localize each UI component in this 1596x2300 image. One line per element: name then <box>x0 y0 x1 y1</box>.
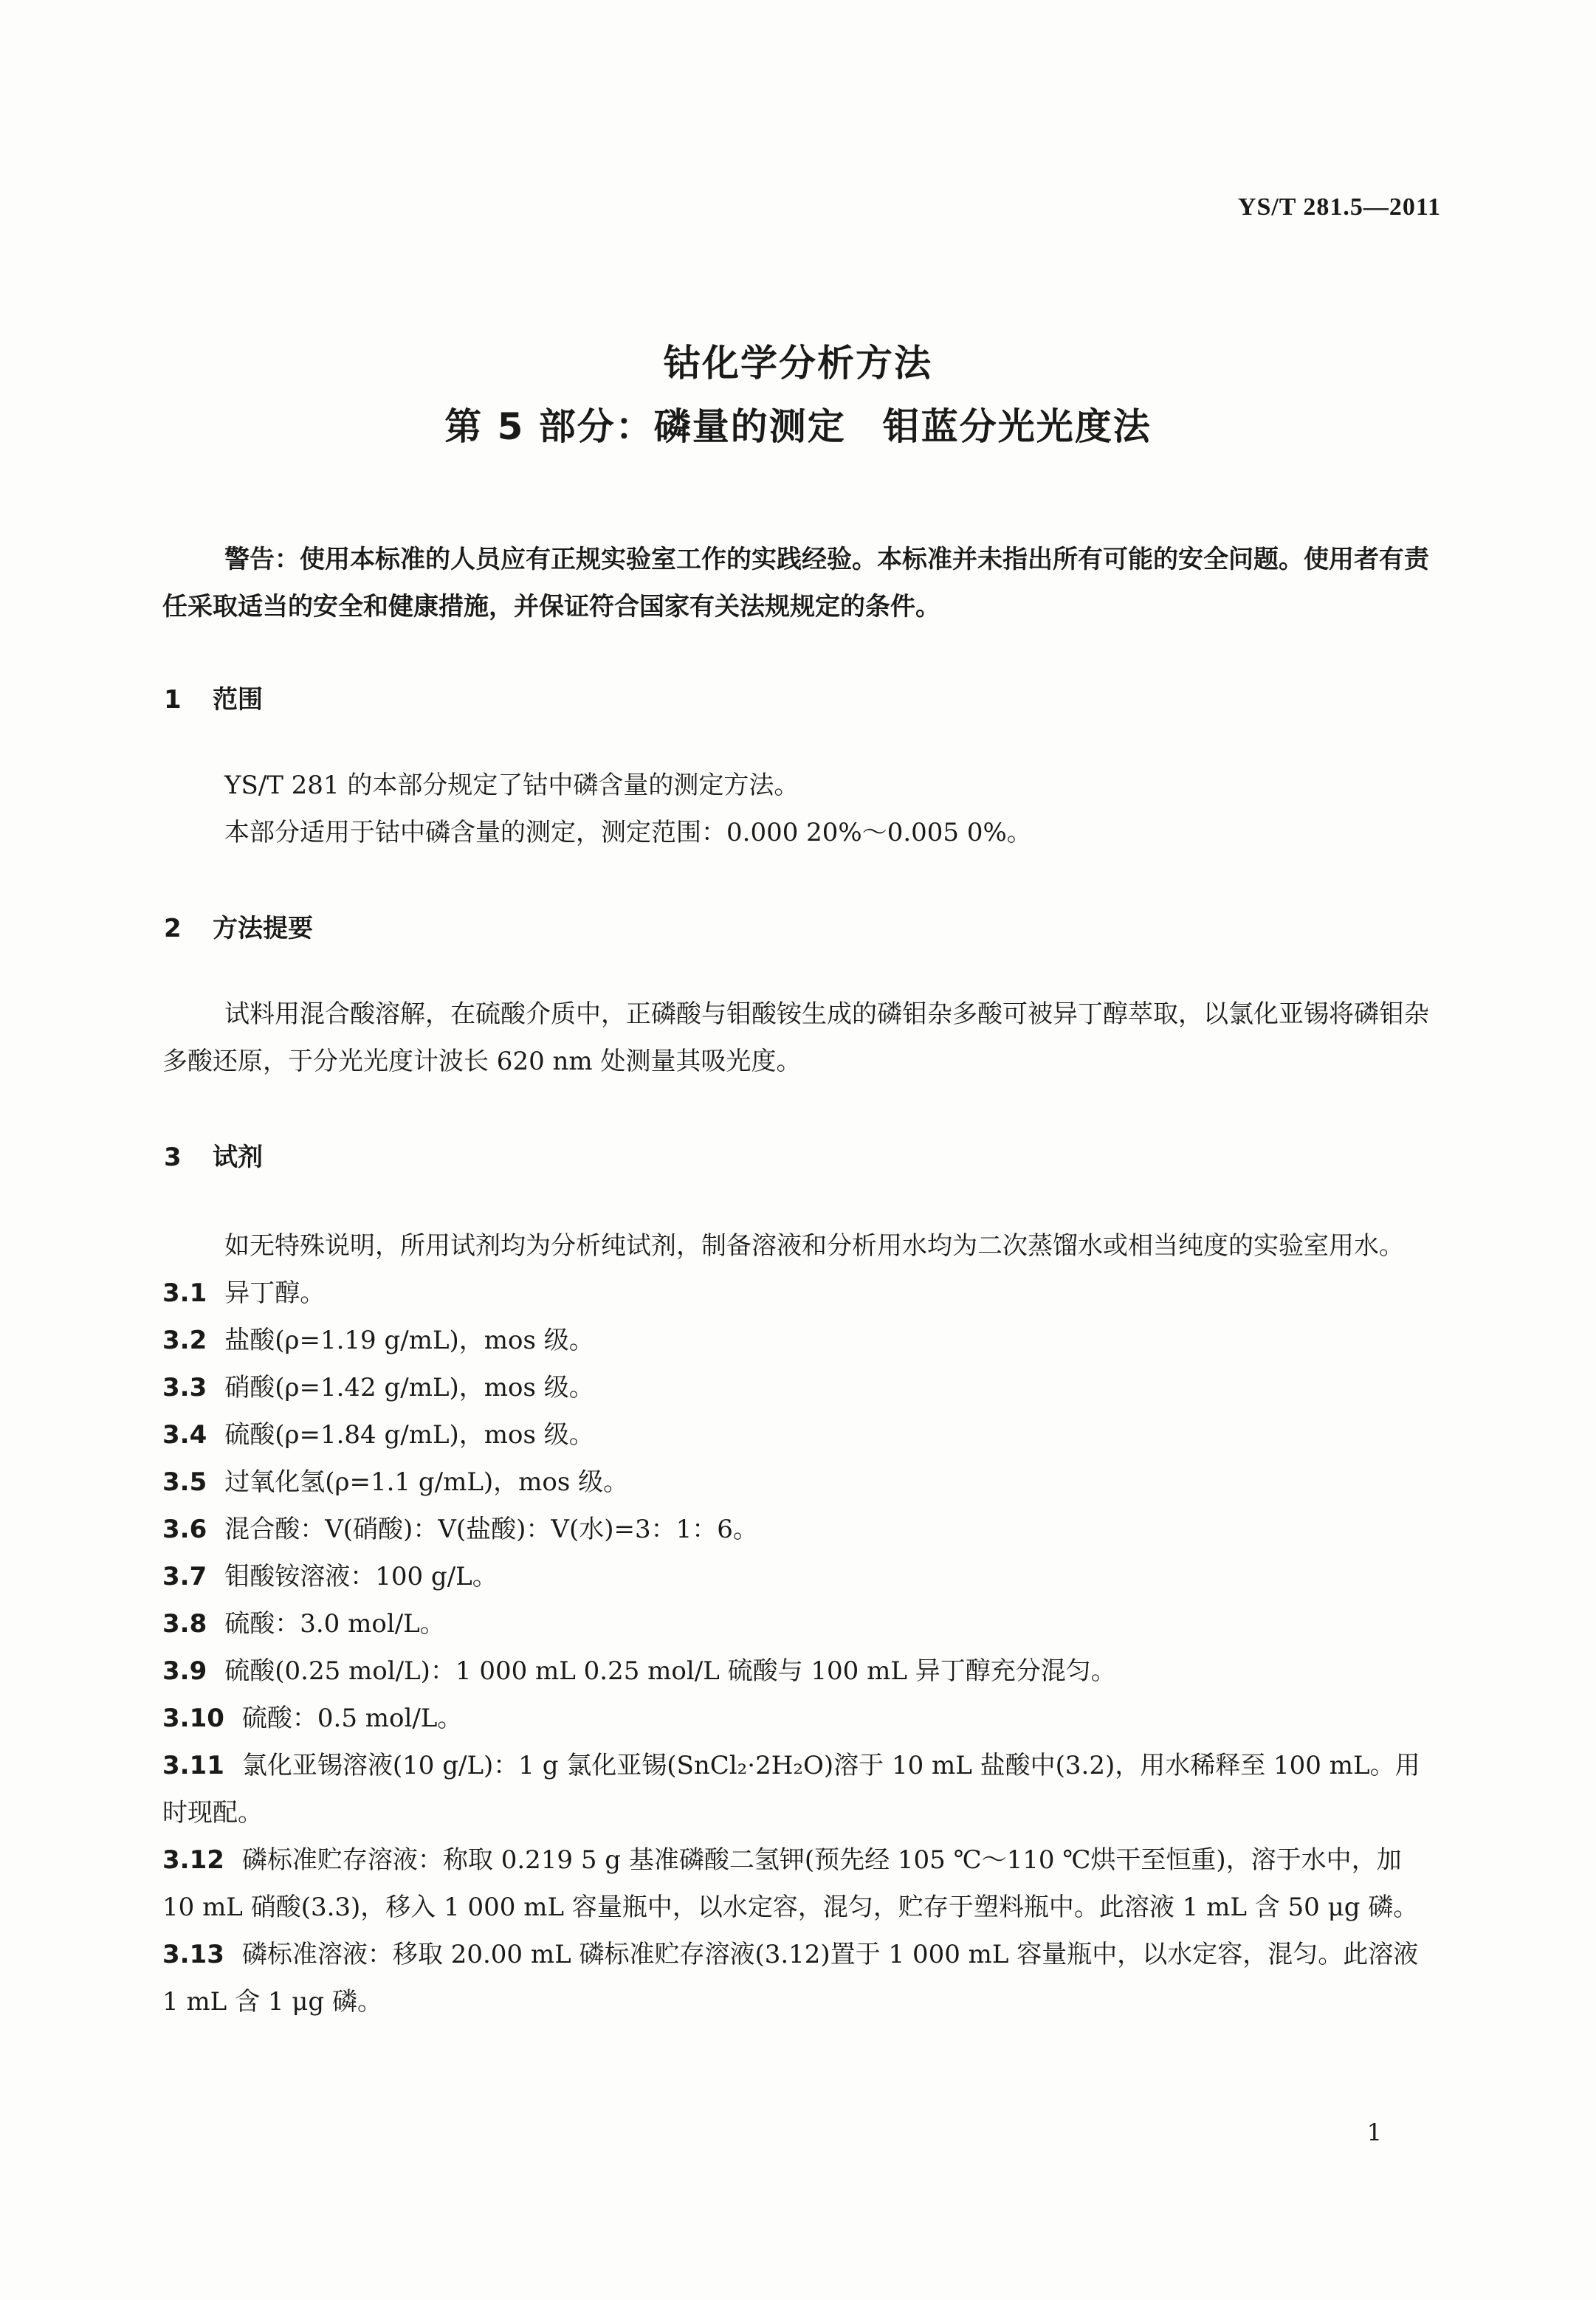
reagent-item-number: 3.13 <box>162 1940 224 1969</box>
document-title: 钴化学分析方法 <box>664 342 932 385</box>
reagent-item <box>162 1647 1440 1695</box>
reagent-item <box>162 1364 1440 1411</box>
reagent-item <box>162 1411 1440 1459</box>
reagent-item <box>162 1317 1440 1364</box>
reagent-item <box>162 1553 1440 1600</box>
reagent-item-number: 3.7 <box>162 1562 207 1591</box>
reagent-item <box>162 1931 1440 2025</box>
reagent-item-number: 3.12 <box>162 1845 224 1875</box>
reagent-item-text: 过氧化氢(ρ=1.1 g/mL)，mos 级。 <box>224 1467 629 1497</box>
reagent-item-number: 3.2 <box>162 1326 207 1355</box>
section-3-heading <box>164 1137 263 1173</box>
section-number: 1 <box>164 685 182 715</box>
section-1-heading <box>164 679 263 715</box>
reagent-item-number: 3.6 <box>162 1515 207 1544</box>
reagent-item-number: 3.8 <box>162 1609 207 1639</box>
reagent-item-text: 硫酸：0.5 mol/L。 <box>241 1704 463 1733</box>
page-number: 1 <box>1366 2118 1382 2146</box>
reagent-item-text: 硝酸(ρ=1.42 g/mL)，mos 级。 <box>224 1373 594 1402</box>
reagent-item <box>162 1742 1440 1836</box>
reagent-item-text: 磷标准贮存溶液：称取 0.219 5 g 基准磷酸二氢钾(预先经 105 ℃～110 ℃烘干至恒重)，溶于水中，加 10 mL 硝酸(3.3)，移入 1 000 mL 容量瓶中，以水定容，混匀，贮存于塑料瓶中。此溶液 1 mL 含 50 μg 磷。 <box>162 1845 1419 1922</box>
paragraph: 本部分适用于钴中磷含量的测定，测定范围：0.000 20%～0.005 0%。 <box>224 818 1032 847</box>
reagent-item-text: 盐酸(ρ=1.19 g/mL)，mos 级。 <box>224 1326 594 1355</box>
reagent-item-text: 硫酸(0.25 mol/L)：1 000 mL 0.25 mol/L 硫酸与 100 mL 异丁醇充分混匀。 <box>224 1656 1116 1686</box>
reagent-item-number: 3.10 <box>162 1704 224 1733</box>
subtitle-part: 第 5 部分：磷量的测定 <box>444 405 846 448</box>
reagent-item-text: 钼酸铵溶液：100 g/L。 <box>224 1562 498 1591</box>
reagent-item-text: 氯化亚锡溶液(10 g/L)：1 g 氯化亚锡(SnCl₂·2H₂O)溶于 10 mL 盐酸中(3.2)，用水稀释至 100 mL。用时现配。 <box>162 1751 1420 1828</box>
reagent-item-text: 磷标准溶液：移取 20.00 mL 磷标准贮存溶液(3.12)置于 1 000 mL 容量瓶中，以水定容，混匀。此溶液 1 mL 含 1 μg 磷。 <box>162 1940 1419 2017</box>
reagent-item-text: 异丁醇。 <box>224 1278 326 1308</box>
reagent-item-number: 3.1 <box>162 1278 207 1308</box>
scope-body <box>162 762 1440 856</box>
warning-paragraph: 警告：使用本标准的人员应有正规实验室工作的实践经验。本标准并未指出所有可能的安全问题。使用者有责任采取适当的安全和健康措施，并保证符合国家有关法规规定的条件。 <box>162 545 1429 622</box>
subtitle-method: 钼蓝分光光度法 <box>882 405 1152 448</box>
reagent-item <box>162 1459 1440 1506</box>
reagent-item-text: 硫酸(ρ=1.84 g/mL)，mos 级。 <box>224 1420 594 1450</box>
reagents-intro: 如无特殊说明，所用试剂均为分析纯试剂，制备溶液和分析用水均为二次蒸馏水或相当纯度的实验室用水。 <box>224 1231 1404 1261</box>
reagent-item <box>162 1695 1440 1742</box>
standard-code: YS/T 281.5—2011 <box>1237 193 1441 221</box>
reagent-item-number: 3.4 <box>162 1420 207 1450</box>
reagent-item <box>162 1506 1440 1553</box>
reagent-item-text: 混合酸：V(硝酸)：V(盐酸)：V(水)=3：1：6。 <box>224 1515 758 1544</box>
principle-paragraph: 试料用混合酸溶解，在硫酸介质中，正磷酸与钼酸铵生成的磷钼杂多酸可被异丁醇萃取，以氯化亚锡将磷钼杂多酸还原，于分光光度计波长 620 nm 处测量其吸光度。 <box>162 999 1429 1076</box>
reagent-item-number: 3.3 <box>162 1373 207 1402</box>
section-2-heading <box>164 908 313 944</box>
section-title: 方法提要 <box>213 914 313 943</box>
reagent-item-text: 硫酸：3.0 mol/L。 <box>224 1609 445 1639</box>
section-title: 范围 <box>213 685 263 715</box>
reagent-item <box>162 1836 1440 1931</box>
reagent-item-number: 3.9 <box>162 1656 207 1686</box>
section-number: 3 <box>164 1143 182 1172</box>
reagent-list <box>162 1270 1440 2025</box>
section-title: 试剂 <box>213 1143 263 1172</box>
section-number: 2 <box>164 914 182 943</box>
reagent-item <box>162 1600 1440 1647</box>
document-subtitle <box>0 397 1596 450</box>
reagent-item-number: 3.11 <box>162 1751 224 1780</box>
reagents-body <box>162 1222 1440 2025</box>
reagent-item-number: 3.5 <box>162 1467 207 1497</box>
reagent-item <box>162 1270 1440 1317</box>
paragraph: YS/T 281 的本部分规定了钴中磷含量的测定方法。 <box>224 771 799 800</box>
